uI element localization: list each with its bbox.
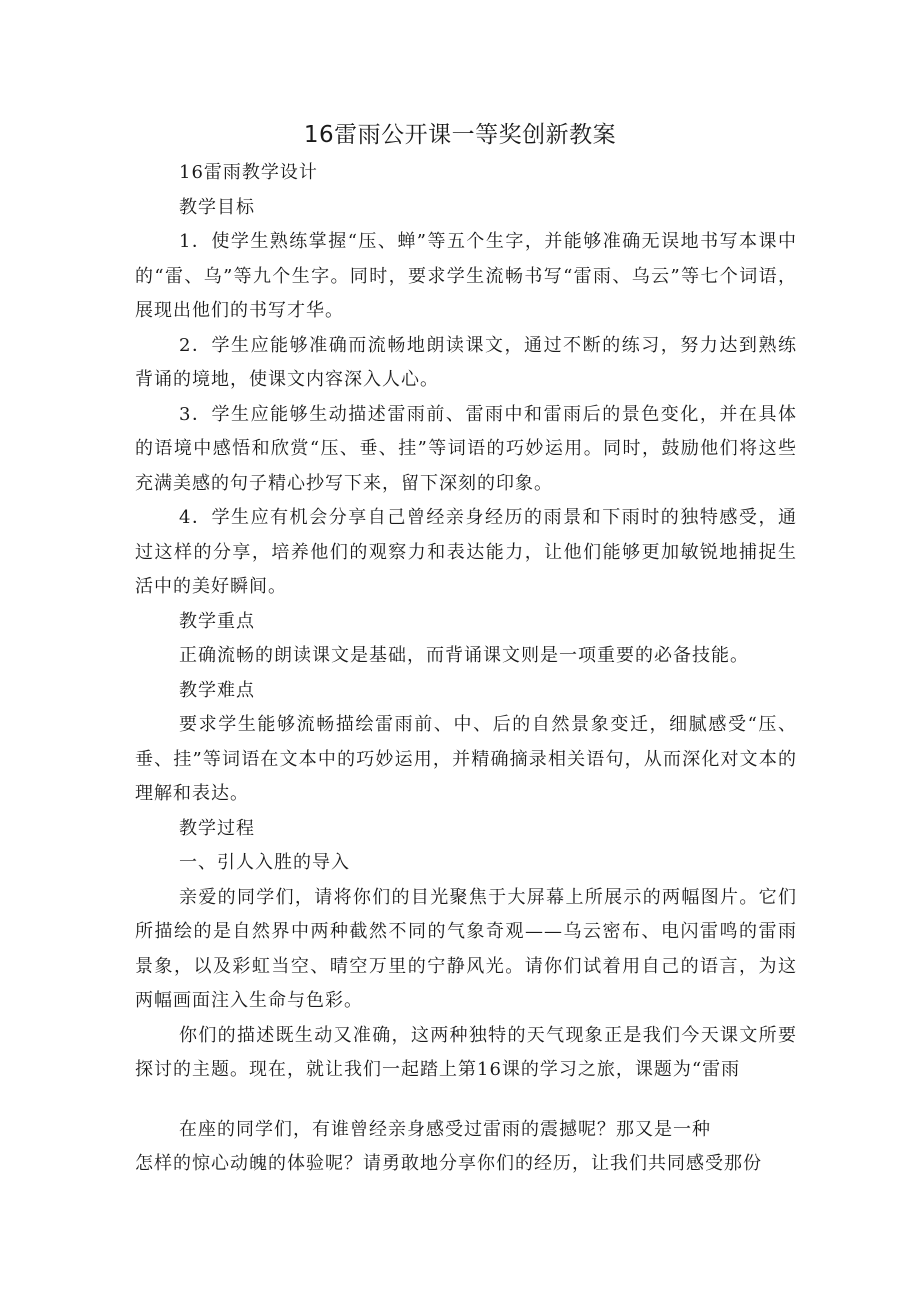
document-body xyxy=(135,156,797,1088)
intro-paragraph-2: 你们的描述既生动又准确，这两种独特的天气现象正是我们今天课文所要探讨的主题。现在，就让我们一起踏上第16课的学习之旅，课题为“雷雨 xyxy=(135,1024,797,1080)
goal-2: 2．学生应能够准确而流畅地朗读课文，通过不断的练习，努力达到熟练背诵的境地，使课文内容深入人心。 xyxy=(135,334,797,390)
tail-line-1: 在座的同学们，有谁曾经亲身感受过雷雨的震撼呢？那又是一种 xyxy=(179,1119,711,1140)
goal-4: 4．学生应有机会分享自己曾经亲身经历的雨景和下雨时的独特感受，通过这样的分享，培养他们的观察力和表达能力，让他们能够更加敏锐地捕捉生活中的美好瞬间。 xyxy=(135,507,797,597)
subtitle: 16雷雨教学设计 xyxy=(179,162,318,183)
key-heading: 教学重点 xyxy=(179,610,255,632)
goals-heading: 教学目标 xyxy=(179,196,255,218)
document-tail xyxy=(135,1113,797,1181)
intro-paragraph-1: 亲爱的同学们，请将你们的目光聚焦于大屏幕上所展示的两幅图片。它们所描绘的是自然界中两种截然不同的气象奇观——乌云密布、电闪雷鸣的雷雨景象，以及彩虹当空、晴空万里的宁静风光。请你们试着用自己的语言，为这两幅画面注入生命与色彩。 xyxy=(135,886,797,1011)
key-text: 正确流畅的朗读课文是基础，而背诵课文则是一项重要的必备技能。 xyxy=(179,645,749,666)
process-heading: 教学过程 xyxy=(179,817,255,839)
goal-1: 1．使学生熟练掌握“压、蝉”等五个生字，并能够准确无误地书写本课中的“雷、乌”等九个生字。同时，要求学生流畅书写“雷雨、乌云”等七个词语，展现出他们的书写才华。 xyxy=(135,231,797,321)
step-1-heading: 一、引人入胜的导入 xyxy=(179,852,350,873)
document-title: 16雷雨公开课一等奖创新教案 xyxy=(303,122,617,148)
goal-3: 3．学生应能够生动描述雷雨前、雷雨中和雷雨后的景色变化，并在具体的语境中感悟和欣赏“压、垂、挂”等词语的巧妙运用。同时，鼓励他们将这些充满美感的句子精心抄写下来，留下深刻的印象。 xyxy=(135,403,797,494)
difficulty-text: 要求学生能够流畅描绘雷雨前、中、后的自然景象变迁，细腻感受“压、垂、挂”等词语在文本中的巧妙运用，并精确摘录相关语句，从而深化对文本的理解和表达。 xyxy=(135,714,797,804)
difficulty-heading: 教学难点 xyxy=(179,679,255,701)
tail-line-2: 怎样的惊心动魄的体验呢？请勇敢地分享你们的经历，让我们共同感受那份 xyxy=(135,1153,762,1174)
